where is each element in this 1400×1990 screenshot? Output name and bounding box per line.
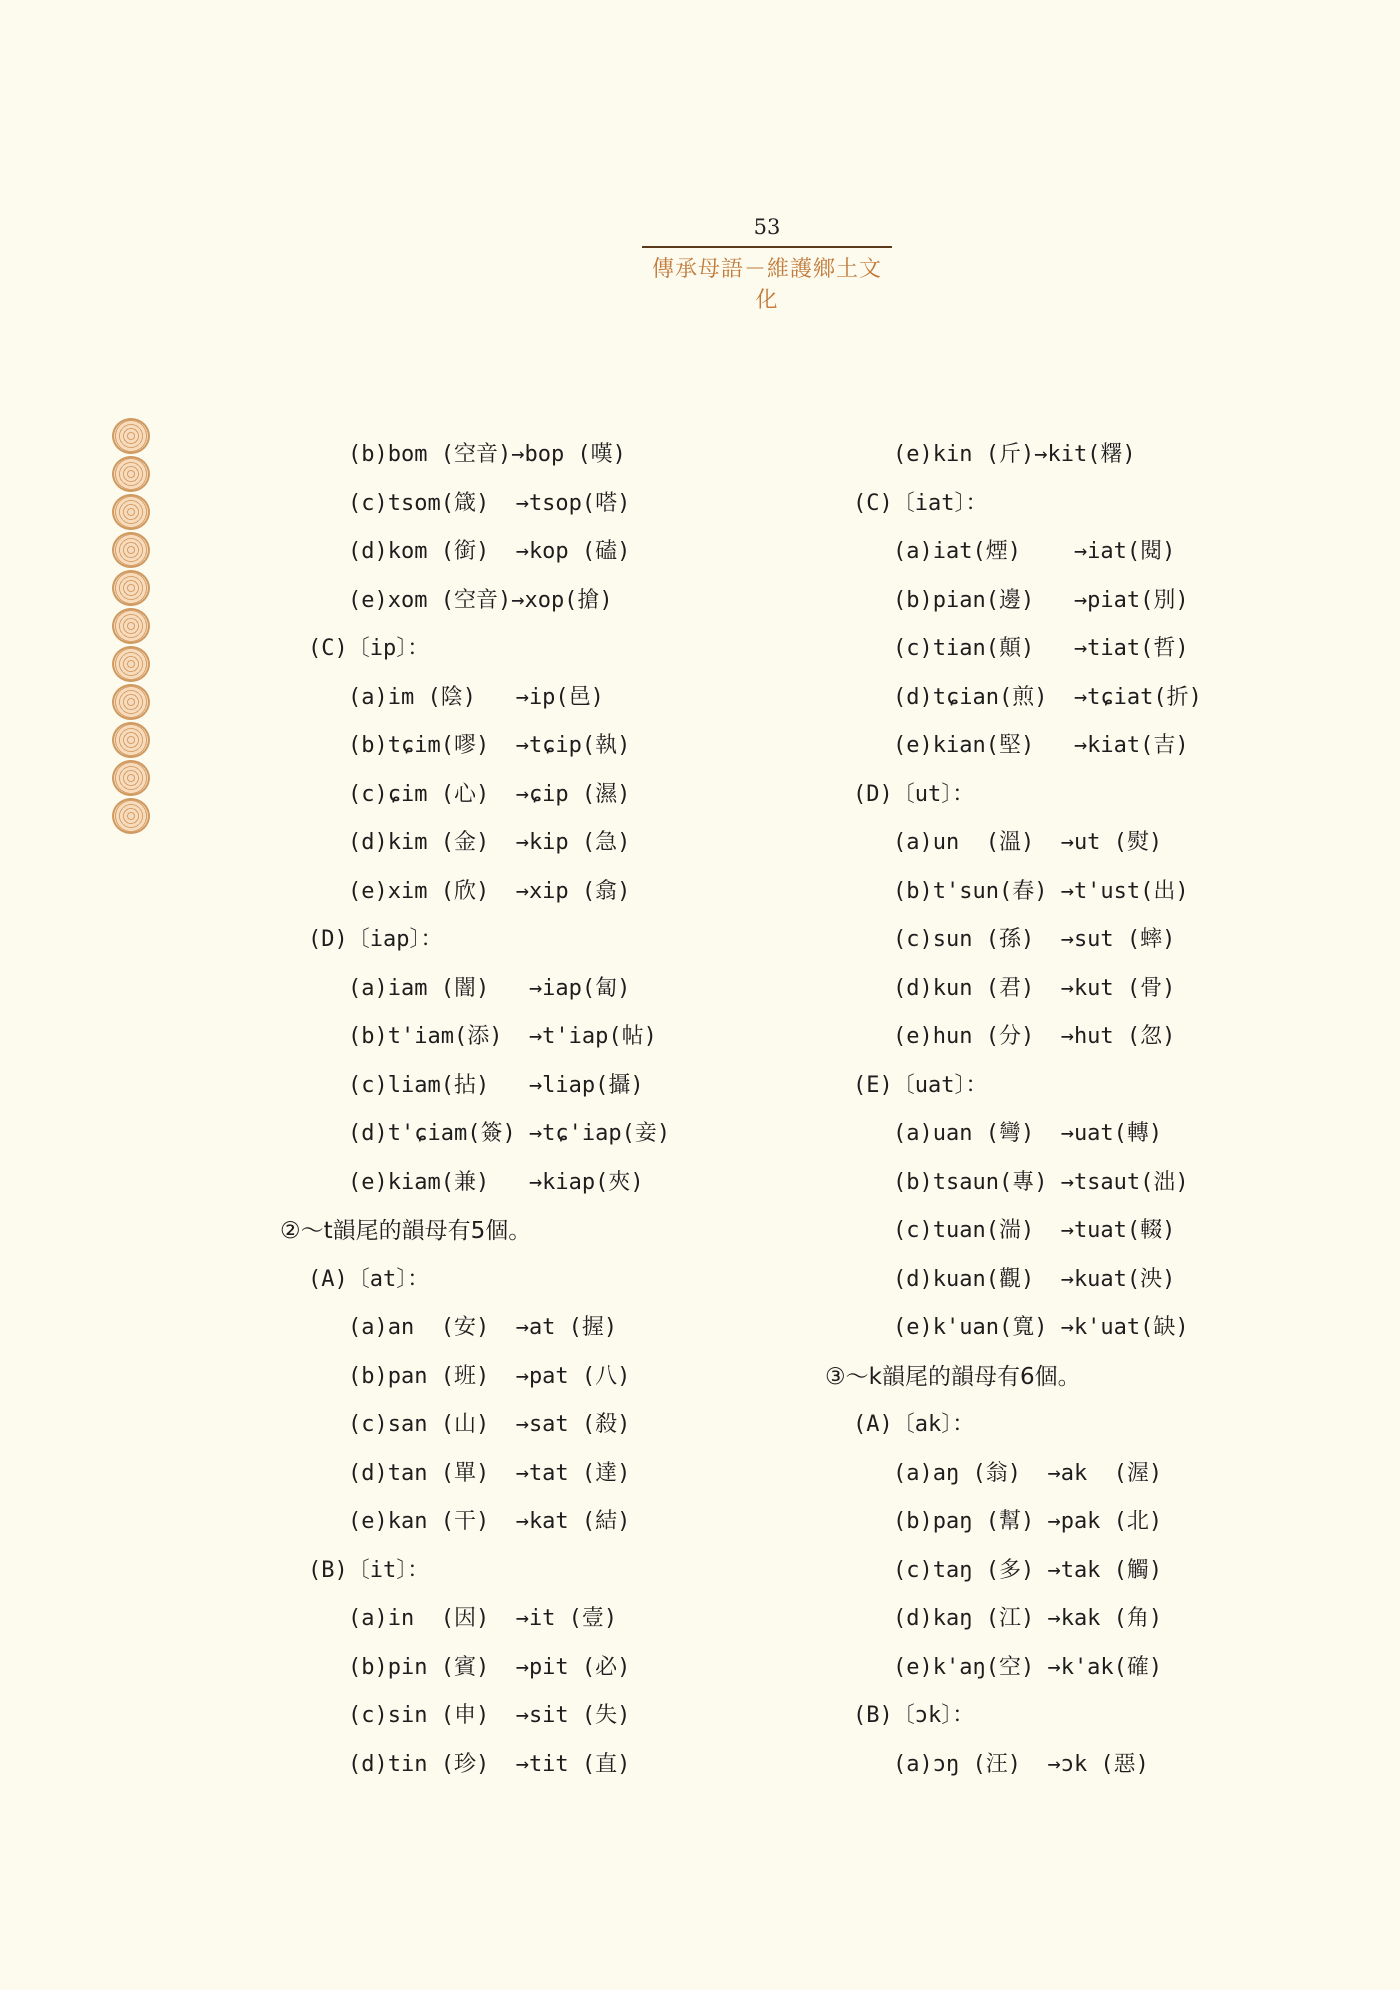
rhyme-entry: (d)kaŋ (江) →kak (角) <box>893 1606 1163 1631</box>
rhyme-entry: (e)xim (欣) →xip (翕) <box>348 878 631 904</box>
subsection-heading: (B)〔it〕： <box>308 1557 430 1583</box>
rhyme-entry: (c)taŋ (多) →tak (觸) <box>893 1557 1163 1583</box>
rhyme-entry: (a)in (因) →it (壹) <box>348 1606 618 1631</box>
subsection-heading: (C)〔iat〕： <box>853 490 988 516</box>
rhyme-entry: (a)im (陰) →ip(邑) <box>348 684 604 710</box>
subsection-heading: (A)〔ak〕： <box>853 1412 975 1437</box>
subsection-heading: (C)〔ip〕： <box>308 636 430 661</box>
rhyme-entry: (a)iat(煙) →iat(閱) <box>893 539 1176 564</box>
subsection-heading: (B)〔ɔk〕： <box>853 1703 975 1728</box>
rhyme-entry: (b)bom (空音)→bop (嘆) <box>348 442 626 467</box>
right-column <box>825 440 1325 1798</box>
rhyme-entry: (b)t'iam(添) →t'iap(帖) <box>348 1024 657 1049</box>
decorative-oval <box>112 684 150 720</box>
rhyme-entry: (c)sin (申) →sit (失) <box>348 1703 631 1728</box>
page-number: 53 <box>753 215 781 239</box>
rhyme-entry: (d)t'ɕiam(簽) →tɕ'iap(妾) <box>348 1121 671 1146</box>
rhyme-entry: (b)t'sun(春) →t'ust(出) <box>893 878 1189 904</box>
rhyme-entry: (a)an (安) →at (握) <box>348 1315 618 1340</box>
decorative-oval <box>112 646 150 682</box>
rhyme-entry: (b)tɕim(嘐) →tɕip(執) <box>348 733 631 758</box>
rhyme-entry: (e)kan (干) →kat (結) <box>348 1509 631 1534</box>
rhyme-entry: (d)kim (金) →kip (急) <box>348 830 631 855</box>
rhyme-entry: (d)tin (珍) →tit (直) <box>348 1751 631 1777</box>
decorative-oval <box>112 760 150 796</box>
rhyme-entry: (d)tan (單) →tat (達) <box>348 1460 631 1486</box>
rhyme-entry: (c)san (山) →sat (殺) <box>348 1412 631 1437</box>
section-heading: ②～t韻尾的韻母有5個。 <box>280 1218 532 1244</box>
rhyme-entry: (c)ɕim (心) →ɕip (濕) <box>348 781 631 807</box>
rhyme-entry: (d)tɕian(煎) →tɕiat(折) <box>893 684 1202 710</box>
rhyme-entry: (b)paŋ (幫) →pak (北) <box>893 1509 1163 1534</box>
decorative-oval <box>112 456 150 492</box>
decorative-oval <box>112 608 150 644</box>
rhyme-entry: (c)sun (孫) →sut (蟀) <box>893 927 1176 952</box>
rhyme-entry: (b)pian(邊) →piat(別) <box>893 587 1189 613</box>
rhyme-entry: (d)kuan(觀) →kuat(泱) <box>893 1266 1176 1292</box>
subsection-heading: (E)〔uat〕： <box>853 1072 988 1098</box>
rhyme-entry: (e)kin (斤)→kit(糬) <box>893 442 1136 467</box>
section-heading: ③～k韻尾的韻母有6個。 <box>825 1363 1081 1390</box>
decorative-oval <box>112 494 150 530</box>
page-header <box>642 214 892 314</box>
rhyme-entry: (e)kian(堅) →kiat(吉) <box>893 733 1189 758</box>
left-column <box>280 440 840 1798</box>
rhyme-entry: (d)kun (君) →kut (骨) <box>893 975 1176 1001</box>
decorative-oval <box>112 418 150 454</box>
rhyme-entry: (a)un (溫) →ut (熨) <box>893 830 1163 855</box>
rhyme-entry: (e)k'uan(寬) →k'uat(缺) <box>893 1315 1189 1340</box>
rhyme-entry: (a)aŋ (翁) →ak (渥) <box>893 1460 1163 1486</box>
rhyme-entry: (c)tian(顛) →tiat(哲) <box>893 636 1189 661</box>
rhyme-entry: (a)uan (彎) →uat(轉) <box>893 1121 1163 1146</box>
rhyme-entry: (e)xom (空音)→xop(搶) <box>348 587 613 613</box>
rhyme-entry: (d)kom (銜) →kop (磕) <box>348 539 631 564</box>
decorative-oval <box>112 532 150 568</box>
decorative-oval <box>112 570 150 606</box>
rhyme-entry: (b)pin (賓) →pit (必) <box>348 1654 631 1680</box>
rhyme-entry: (a)iam (闇) →iap(匐) <box>348 975 631 1001</box>
rhyme-entry: (a)ɔŋ (汪) →ɔk (惡) <box>893 1751 1149 1777</box>
rhyme-entry: (c)tuan(湍) →tuat(輟) <box>893 1218 1176 1243</box>
rhyme-entry: (e)kiam(兼) →kiap(夾) <box>348 1169 644 1195</box>
header-rule <box>642 246 892 248</box>
subsection-heading: (D)〔iap〕： <box>308 927 443 952</box>
decorative-oval <box>112 722 150 758</box>
subsection-heading: (A)〔at〕： <box>308 1266 430 1292</box>
rhyme-entry: (b)pan (班) →pat (八) <box>348 1363 631 1389</box>
decorative-oval <box>112 798 150 834</box>
rhyme-entry: (e)k'aŋ(空) →k'ak(確) <box>893 1654 1163 1680</box>
rhyme-entry: (e)hun (分) →hut (忽) <box>893 1024 1176 1049</box>
rhyme-entry: (b)tsaun(專) →tsaut(泏) <box>893 1169 1189 1195</box>
rhyme-entry: (c)liam(拈) →liap(攝) <box>348 1072 644 1098</box>
running-title: 傳承母語－維護鄉土文化 <box>651 257 882 313</box>
decorative-oval-border <box>112 418 154 836</box>
rhyme-entry: (c)tsom(箴) →tsop(嗒) <box>348 490 631 516</box>
subsection-heading: (D)〔ut〕： <box>853 781 975 807</box>
